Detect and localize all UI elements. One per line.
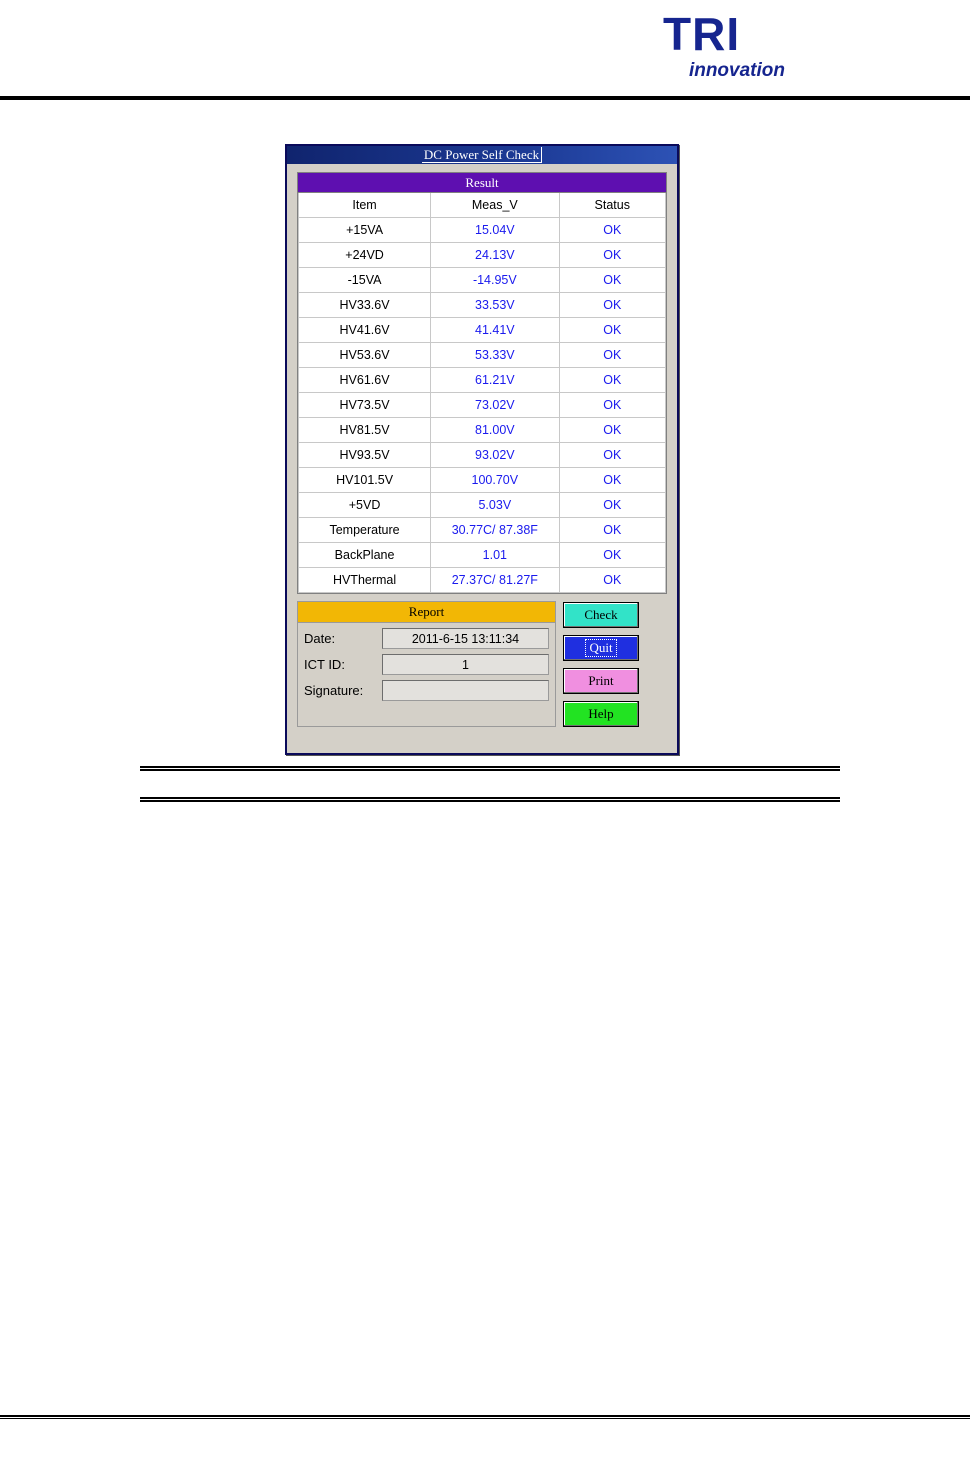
table-row <box>299 243 666 268</box>
table-row <box>299 518 666 543</box>
cell-status: OK <box>559 443 665 468</box>
result-panel-title: Result <box>298 173 666 193</box>
footer-divider-bottom <box>140 797 840 802</box>
cell-status: OK <box>559 318 665 343</box>
cell-item: +24VD <box>299 243 431 268</box>
cell-status: OK <box>559 418 665 443</box>
cell-item: HV101.5V <box>299 468 431 493</box>
dialog-title: DC Power Self Check <box>422 147 542 163</box>
cell-status: OK <box>559 218 665 243</box>
cell-item: HV93.5V <box>299 443 431 468</box>
cell-item: HVThermal <box>299 568 431 593</box>
cell-meas: 15.04V <box>431 218 559 243</box>
cell-status: OK <box>559 393 665 418</box>
signature-field[interactable] <box>382 680 549 701</box>
report-panel <box>297 601 556 727</box>
dialog-titlebar <box>287 146 677 164</box>
cell-status: OK <box>559 518 665 543</box>
table-row <box>299 443 666 468</box>
table-row <box>299 568 666 593</box>
result-panel <box>297 172 667 594</box>
table-row <box>299 418 666 443</box>
cell-meas: 30.77C/ 87.38F <box>431 518 559 543</box>
cell-meas: 73.02V <box>431 393 559 418</box>
table-row <box>299 343 666 368</box>
footer-divider-top <box>140 766 840 771</box>
table-row <box>299 268 666 293</box>
signature-label: Signature: <box>304 683 364 698</box>
table-row <box>299 368 666 393</box>
cell-item: HV41.6V <box>299 318 431 343</box>
cell-meas: 33.53V <box>431 293 559 318</box>
tri-innovation-logo <box>663 10 793 90</box>
cell-item: +5VD <box>299 493 431 518</box>
help-button[interactable] <box>563 701 639 727</box>
cell-status: OK <box>559 293 665 318</box>
signature-row <box>298 675 555 708</box>
cell-status: OK <box>559 493 665 518</box>
logo-tagline: innovation <box>688 60 785 81</box>
column-header-item: Item <box>299 193 431 218</box>
cell-item: BackPlane <box>299 543 431 568</box>
quit-button[interactable] <box>563 635 639 661</box>
dialog-body <box>287 164 677 733</box>
cell-status: OK <box>559 543 665 568</box>
cell-item: -15VA <box>299 268 431 293</box>
table-row <box>299 218 666 243</box>
cell-meas: 1.01 <box>431 543 559 568</box>
check-button[interactable] <box>563 602 639 628</box>
lower-section <box>297 601 667 727</box>
dc-power-self-check-dialog <box>285 144 679 755</box>
cell-meas: 41.41V <box>431 318 559 343</box>
header-divider <box>0 96 970 100</box>
cell-meas: 93.02V <box>431 443 559 468</box>
cell-item: +15VA <box>299 218 431 243</box>
table-header-row <box>299 193 666 218</box>
column-header-meas: Meas_V <box>431 193 559 218</box>
cell-item: Temperature <box>299 518 431 543</box>
page-bottom-divider <box>0 1415 970 1419</box>
cell-meas: 5.03V <box>431 493 559 518</box>
table-row <box>299 493 666 518</box>
ict-id-row <box>298 649 555 675</box>
cell-meas: 53.33V <box>431 343 559 368</box>
cell-meas: 27.37C/ 81.27F <box>431 568 559 593</box>
page-header <box>0 0 970 100</box>
print-button[interactable] <box>563 668 639 694</box>
ict-id-field[interactable]: 1 <box>382 654 549 675</box>
cell-meas: 61.21V <box>431 368 559 393</box>
date-field[interactable]: 2011-6-15 13:11:34 <box>382 628 549 649</box>
cell-item: HV33.6V <box>299 293 431 318</box>
cell-item: HV53.6V <box>299 343 431 368</box>
table-row <box>299 543 666 568</box>
cell-status: OK <box>559 368 665 393</box>
cell-status: OK <box>559 568 665 593</box>
ict-id-label: ICT ID: <box>304 657 345 672</box>
cell-status: OK <box>559 243 665 268</box>
table-row <box>299 393 666 418</box>
button-column <box>563 601 639 727</box>
cell-meas: 24.13V <box>431 243 559 268</box>
table-row <box>299 468 666 493</box>
results-table <box>298 193 666 593</box>
print-button-label: Print <box>588 673 614 688</box>
help-button-label: Help <box>588 706 614 721</box>
quit-button-label: Quit <box>585 639 616 657</box>
column-header-status: Status <box>559 193 665 218</box>
cell-meas: 81.00V <box>431 418 559 443</box>
report-panel-title: Report <box>298 602 555 623</box>
cell-meas: -14.95V <box>431 268 559 293</box>
cell-item: HV81.5V <box>299 418 431 443</box>
logo-wordmark: TRI <box>663 8 741 60</box>
cell-meas: 100.70V <box>431 468 559 493</box>
cell-item: HV61.6V <box>299 368 431 393</box>
date-row <box>298 623 555 649</box>
table-row <box>299 293 666 318</box>
date-label: Date: <box>304 631 336 646</box>
cell-status: OK <box>559 343 665 368</box>
cell-status: OK <box>559 268 665 293</box>
cell-status: OK <box>559 468 665 493</box>
results-table-body <box>299 218 666 593</box>
table-row <box>299 318 666 343</box>
cell-item: HV73.5V <box>299 393 431 418</box>
check-button-label: Check <box>584 607 618 622</box>
